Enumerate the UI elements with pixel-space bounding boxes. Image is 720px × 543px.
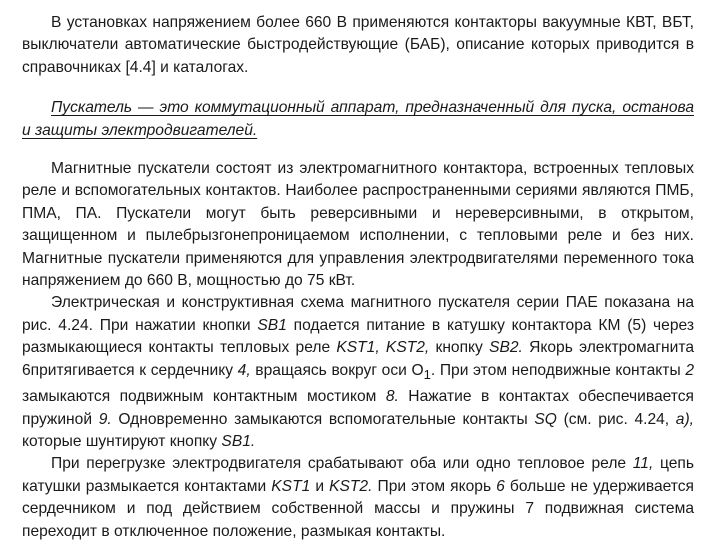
italic-ref: 9. [98,410,112,428]
text-run: Электрическая и конструктивная схема магнитного пускателя серии ПАЕ показана на рис. 4.24. При нажатии кнопки [22,294,694,334]
italic-ref: SB2. [489,339,523,357]
italic-ref: SB1. [221,433,256,451]
italic-ref: 2 [685,361,694,379]
text-run: Якорь электромагнита 6притягивается к сердечнику [22,339,694,379]
text-run: Нажатие в контактах обеспечивается пружиной [22,388,694,428]
text-run: замыкаются подвижным контактным мостиком [22,388,386,406]
paragraph-magnetic-starters: Магнитные пускатели состоят из электромагнитного контактора, встроенных тепловых реле и вспомогательных контактов. Наиболее распространенными сериями являются ПМБ, ПМА, ПА. Пускатели могут быть реверсивными и нереверсивными, в открытом, защищенном и пылебрызгонепроницаемом исполнении, с тепловыми реле и без них. Магнитные пускатели применяются для управления электродвигателями переменного тока напряжением до 660 В, мощностью до 75 кВт. [22,160,694,290]
italic-ref: 4, [237,361,251,379]
italic-ref: KST2. [329,477,373,495]
text-run: При перегрузке электродвигателя срабатывают оба или одно тепловое реле [51,455,633,473]
text-run: кнопку [429,339,490,357]
text-run: . При этом неподвижные контакты [430,361,686,379]
italic-ref: SB1 [257,316,287,334]
text-run: (см. рис. 4.24, [556,410,676,428]
text-run: вращаясь вокруг оси O [250,361,424,379]
text-run: При этом якорь [372,477,497,495]
text-run: которые шунтируют кнопку [22,433,222,451]
text-run: больше не удерживается сердечником и под действием собственной массы и пружины 7 подвижная система переходит в отключенное положение, размыкая контакты. [22,477,694,540]
italic-ref: KST1 [271,477,311,495]
text-run: подается питание в катушку контактора КМ (5) через размыкающиеся контакты тепловых реле [22,316,694,357]
italic-ref: KST1, KST2, [336,339,430,357]
paragraph-overload [22,453,694,543]
text-run: и [310,477,330,495]
italic-ref: 11, [632,455,654,473]
paragraph-circuit-description [22,292,694,453]
subscript: 1 [423,366,431,382]
italic-ref: 8. [385,388,399,406]
text-run: Одновременно замыкаются вспомогательные контакты [111,410,535,428]
italic-ref: 6 [496,477,505,495]
italic-ref: а), [675,410,694,428]
text-run: цепь катушки размыкается контактами [22,455,694,495]
italic-ref: SQ [534,410,557,428]
definition-starter: Пускатель — это коммутационный аппарат, предназначенный для пуска, останова и защиты электродвигателей. [22,99,694,139]
paragraph-contactors: В установках напряжением более 660 В применяются контакторы вакуумные КВТ, ВБТ, выключатели автоматические быстродействующие (БАБ), описание которых приводится в справочниках [4.4] и каталогах. [22,14,694,76]
